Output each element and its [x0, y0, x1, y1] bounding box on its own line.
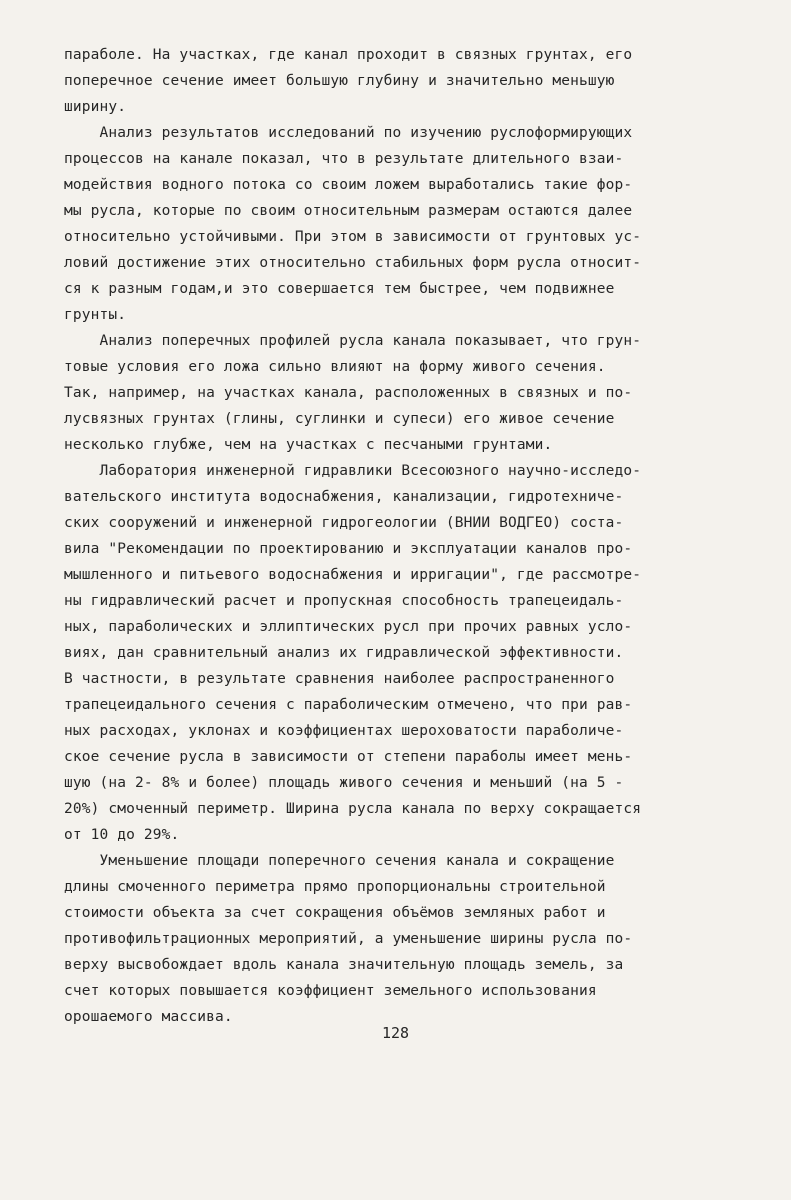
text-line: длины смоченного периметра прямо пропорциональны строительной	[64, 879, 606, 895]
text-line: Лаборатория инженерной гидравлики Всесоюзного научно-исследо-	[64, 463, 642, 479]
text-line: виях, дан сравнительный анализ их гидравлической эффективности.	[64, 645, 624, 661]
text-line: несколько глубже, чем на участках с песчаными грунтами.	[64, 437, 553, 453]
text-line: противофильтрационных мероприятий, а уменьшение ширины русла по-	[64, 931, 633, 947]
text-line: орошаемого массива.	[64, 1009, 233, 1025]
text-line: вательского института водоснабжения, канализации, гидротехниче-	[64, 489, 624, 505]
text-line: поперечное сечение имеет большую глубину и значительно меньшую	[64, 73, 615, 89]
text-line: ны гидравлический расчет и пропускная способность трапецеидаль-	[64, 593, 624, 609]
text-line: относительно устойчивыми. При этом в зависимости от грунтовых ус-	[64, 229, 642, 245]
text-line: шую (на 2- 8% и более) площадь живого сечения и меньший (на 5 -	[64, 775, 624, 791]
text-line: ных расходах, уклонах и коэффициентах шероховатости параболиче-	[64, 723, 624, 739]
text-line: мышленного и питьевого водоснабжения и ирригации", где рассмотре-	[64, 567, 642, 583]
text-line: товые условия его ложа сильно влияют на форму живого сечения.	[64, 359, 606, 375]
text-line: ных, параболических и эллиптических русл при прочих равных усло-	[64, 619, 633, 635]
text-line: В частности, в результате сравнения наиболее распространенного	[64, 671, 615, 687]
text-line: ся к разным годам,и это совершается тем быстрее, чем подвижнее	[64, 281, 615, 297]
body-text	[64, 42, 754, 1030]
text-line: Так, например, на участках канала, расположенных в связных и по-	[64, 385, 633, 401]
text-line: Анализ результатов исследований по изучению руслоформирующих	[64, 125, 633, 141]
text-line: мы русла, которые по своим относительным размерам остаются далее	[64, 203, 633, 219]
text-line: счет которых повышается коэффициент земельного использования	[64, 983, 597, 999]
text-line: Уменьшение площади поперечного сечения канала и сокращение	[64, 853, 615, 869]
text-line: лусвязных грунтах (глины, суглинки и супеси) его живое сечение	[64, 411, 615, 427]
text-line: процессов на канале показал, что в результате длительного взаи-	[64, 151, 624, 167]
page-number: 128	[381, 1024, 410, 1042]
text-line: от 10 до 29%.	[64, 827, 180, 843]
text-line: ловий достижение этих относительно стабильных форм русла относит-	[64, 255, 642, 271]
text-line: верху высвобождает вдоль канала значительную площадь земель, за	[64, 957, 624, 973]
text-line: модействия водного потока со своим ложем выработались такие фор-	[64, 177, 633, 193]
text-line: трапецеидального сечения с параболическим отмечено, что при рав-	[64, 697, 633, 713]
text-line: 20%) смоченный периметр. Ширина русла канала по верху сокращается	[64, 801, 642, 817]
text-line: вила "Рекомендации по проектированию и эксплуатации каналов про-	[64, 541, 633, 557]
text-line: параболе. На участках, где канал проходит в связных грунтах, его	[64, 47, 633, 63]
text-line: ских сооружений и инженерной гидрогеологии (ВНИИ ВОДГЕО) соста-	[64, 515, 624, 531]
text-line: ское сечение русла в зависимости от степени параболы имеет мень-	[64, 749, 633, 765]
text-line: Анализ поперечных профилей русла канала показывает, что грун-	[64, 333, 642, 349]
text-line: грунты.	[64, 307, 127, 323]
text-line: стоимости объекта за счет сокращения объёмов земляных работ и	[64, 905, 606, 921]
text-line: ширину.	[64, 99, 127, 115]
